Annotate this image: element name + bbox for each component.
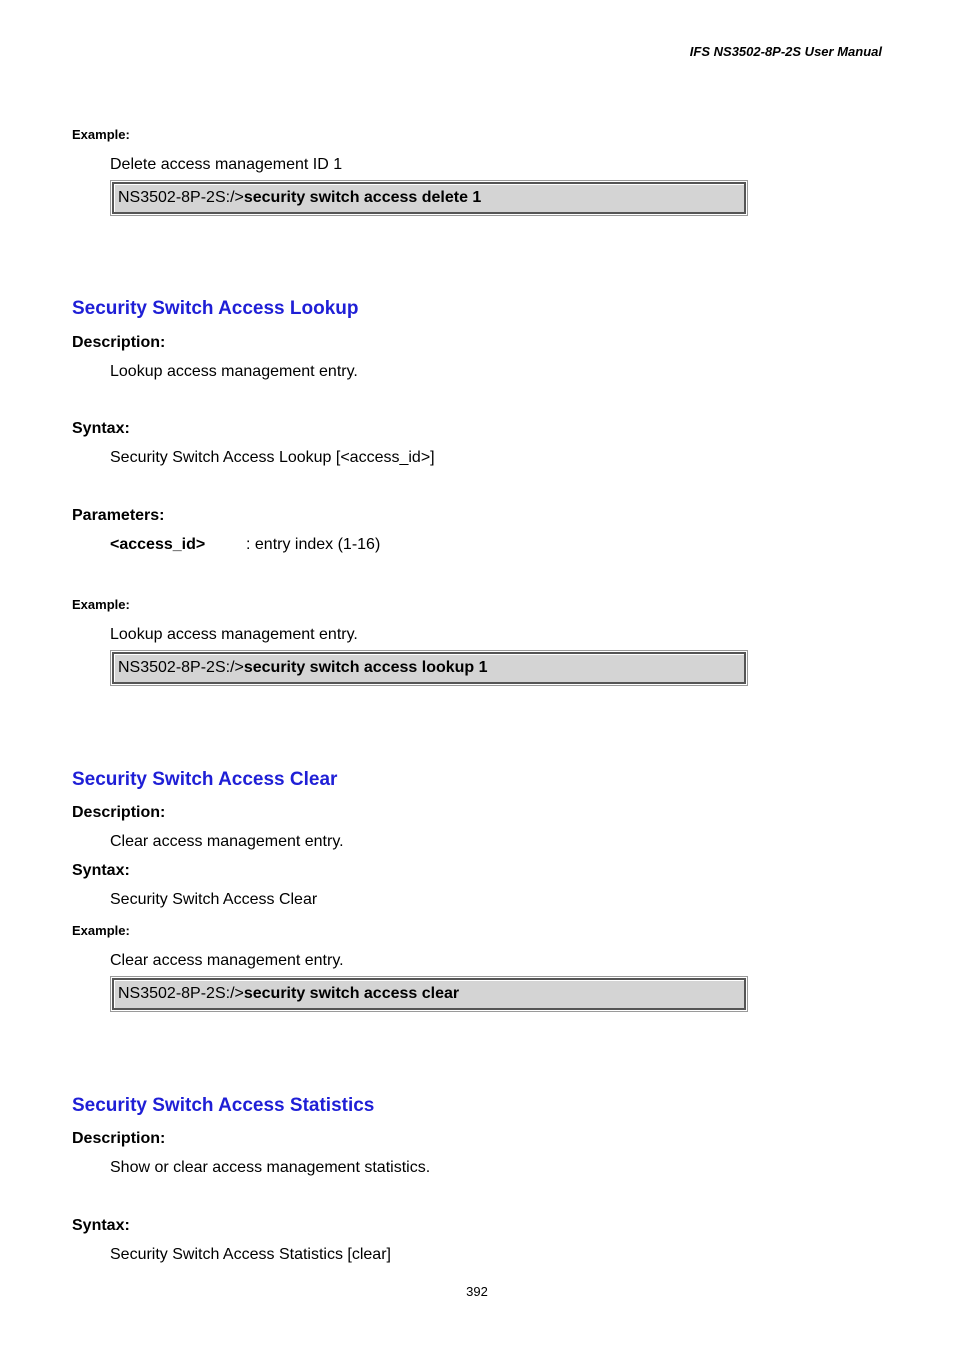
command-prompt: NS3502-8P-2S:/> xyxy=(118,659,244,676)
syntax-label: Syntax: xyxy=(72,420,130,437)
command-box xyxy=(112,652,746,684)
example-text: Lookup access management entry. xyxy=(110,626,358,643)
description-text: Show or clear access management statistics. xyxy=(110,1159,431,1176)
example-label: Example: xyxy=(72,597,130,612)
command-box xyxy=(112,978,746,1010)
page-number: 392 xyxy=(466,1284,488,1299)
command-text: security switch access lookup 1 xyxy=(243,659,488,676)
syntax-text: Security Switch Access Clear xyxy=(110,891,318,908)
parameters-label: Parameters: xyxy=(72,507,165,524)
syntax-text: Security Switch Access Statistics [clear] xyxy=(110,1246,391,1263)
command-text: security switch access clear xyxy=(243,985,460,1002)
parameter-name: <access_id> xyxy=(110,536,206,553)
syntax-label: Syntax: xyxy=(72,862,130,879)
example-label: Example: xyxy=(72,923,130,938)
running-header: IFS NS3502-8P-2S User Manual xyxy=(689,44,882,59)
description-label: Description: xyxy=(72,1130,166,1147)
command-text: security switch access delete 1 xyxy=(243,189,482,206)
section-title-clear: Security Switch Access Clear xyxy=(72,769,338,790)
section-title-statistics: Security Switch Access Statistics xyxy=(72,1095,375,1116)
syntax-label: Syntax: xyxy=(72,1217,130,1234)
example-label: Example: xyxy=(72,127,130,142)
description-text: Clear access management entry. xyxy=(110,833,344,850)
description-label: Description: xyxy=(72,804,166,821)
section-title-lookup: Security Switch Access Lookup xyxy=(72,298,359,319)
example-text: Delete access management ID 1 xyxy=(110,156,343,173)
command-prompt: NS3502-8P-2S:/> xyxy=(118,189,244,206)
command-box xyxy=(112,182,746,214)
description-text: Lookup access management entry. xyxy=(110,363,358,380)
syntax-text: Security Switch Access Lookup [<access_id>] xyxy=(110,449,435,466)
example-text: Clear access management entry. xyxy=(110,952,344,969)
command-prompt: NS3502-8P-2S:/> xyxy=(118,985,244,1002)
description-label: Description: xyxy=(72,334,166,351)
parameter-description: : entry index (1-16) xyxy=(246,536,381,553)
